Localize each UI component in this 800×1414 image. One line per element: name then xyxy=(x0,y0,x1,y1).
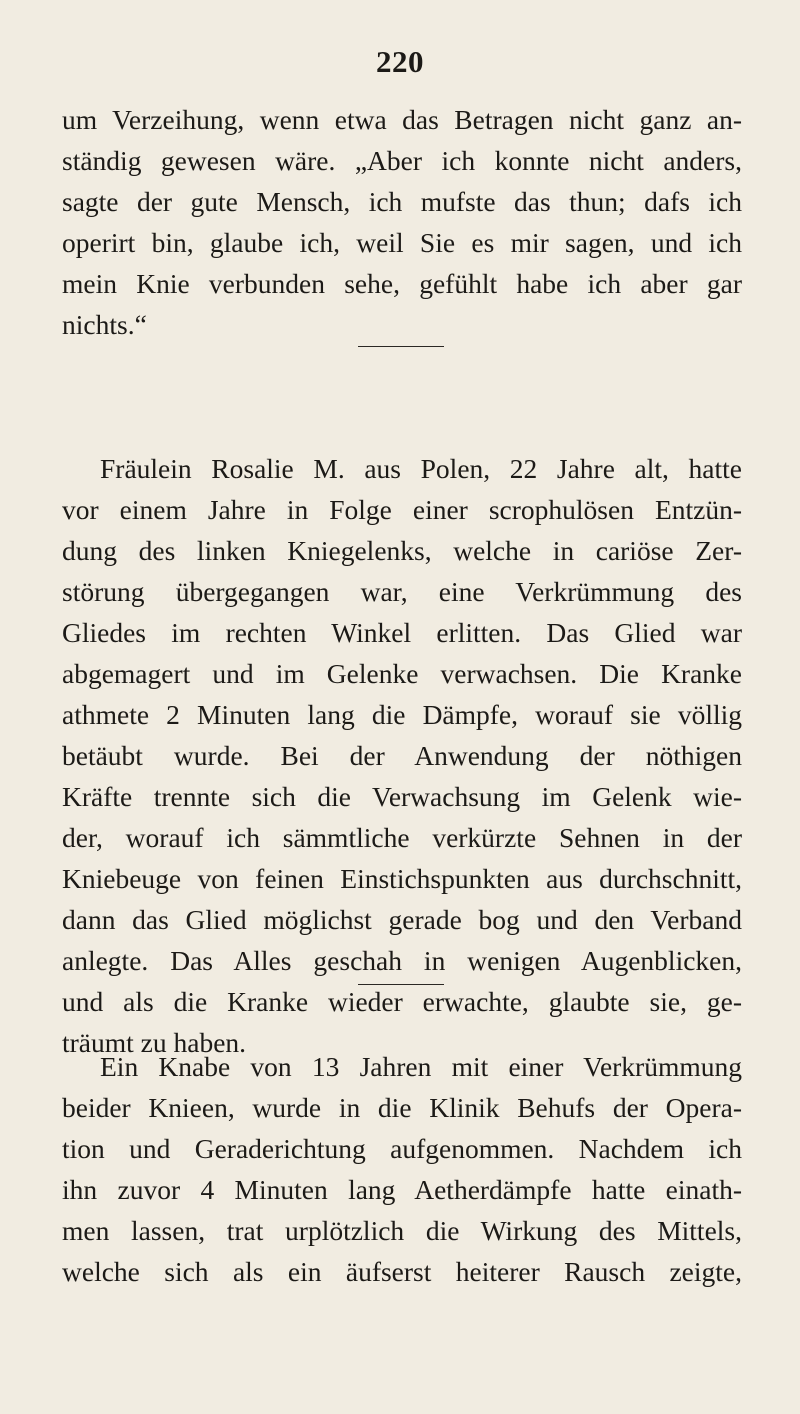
text-line: Ein Knabe von 13 Jahren mit einer Verkrümmung xyxy=(100,1051,742,1082)
text-line: um Verzeihung, wenn etwa das Betragen nicht ganz an- xyxy=(62,104,742,135)
text-line: dung des linken Kniegelenks, welche in cariöse Zer- xyxy=(62,535,742,566)
text-line: men lassen, trat urplötzlich die Wirkung des Mittels, xyxy=(62,1215,742,1246)
text-line: und als die Kranke wieder erwachte, glaubte sie, ge- xyxy=(62,986,742,1017)
text-line: Kräfte trennte sich die Verwachsung im Gelenk wie- xyxy=(62,781,742,812)
paragraph-1 xyxy=(62,99,742,345)
text-line: vor einem Jahre in Folge einer scrophulösen Entzün- xyxy=(62,494,742,525)
text-line: sagte der gute Mensch, ich mufste das thun; dafs ich xyxy=(62,186,742,217)
page-number: 220 xyxy=(376,44,424,79)
text-line: der, worauf ich sämmtliche verkürzte Sehnen in der xyxy=(62,822,742,853)
text-line: anlegte. Das Alles geschah in wenigen Augenblicken, xyxy=(62,945,742,976)
text-line: athmete 2 Minuten lang die Dämpfe, worauf sie völlig xyxy=(62,699,742,730)
text-line: störung übergegangen war, eine Verkrümmung des xyxy=(62,576,742,607)
text-line: operirt bin, glaube ich, weil Sie es mir sagen, und ich xyxy=(62,227,742,258)
text-line: träumt zu haben. xyxy=(62,1027,247,1058)
text-line: betäubt wurde. Bei der Anwendung der nöthigen xyxy=(62,740,742,771)
text-line: ihn zuvor 4 Minuten lang Aetherdämpfe hatte einath- xyxy=(62,1174,742,1205)
text-line: dann das Glied möglichst gerade bog und den Verband xyxy=(62,904,742,935)
text-line: Gliedes im rechten Winkel erlitten. Das Glied war xyxy=(62,617,742,648)
text-line: beider Knieen, wurde in die Klinik Behufs der Opera- xyxy=(62,1092,742,1123)
paragraph-2 xyxy=(62,448,742,1063)
section-divider xyxy=(358,984,444,985)
text-line: welche sich als ein äufserst heiterer Rausch zeigte, xyxy=(62,1256,742,1287)
text-line: Fräulein Rosalie M. aus Polen, 22 Jahre alt, hatte xyxy=(100,453,742,484)
paragraph-3 xyxy=(62,1046,742,1292)
section-divider xyxy=(358,346,444,347)
text-line: nichts.“ xyxy=(62,309,147,340)
text-line: mein Knie verbunden sehe, gefühlt habe ich aber gar xyxy=(62,268,742,299)
text-line: ständig gewesen wäre. „Aber ich konnte nicht anders, xyxy=(62,145,742,176)
text-line: Kniebeuge von feinen Einstichspunkten aus durchschnitt, xyxy=(62,863,742,894)
text-line: tion und Geraderichtung aufgenommen. Nachdem ich xyxy=(62,1133,742,1164)
text-line: abgemagert und im Gelenke verwachsen. Die Kranke xyxy=(62,658,742,689)
